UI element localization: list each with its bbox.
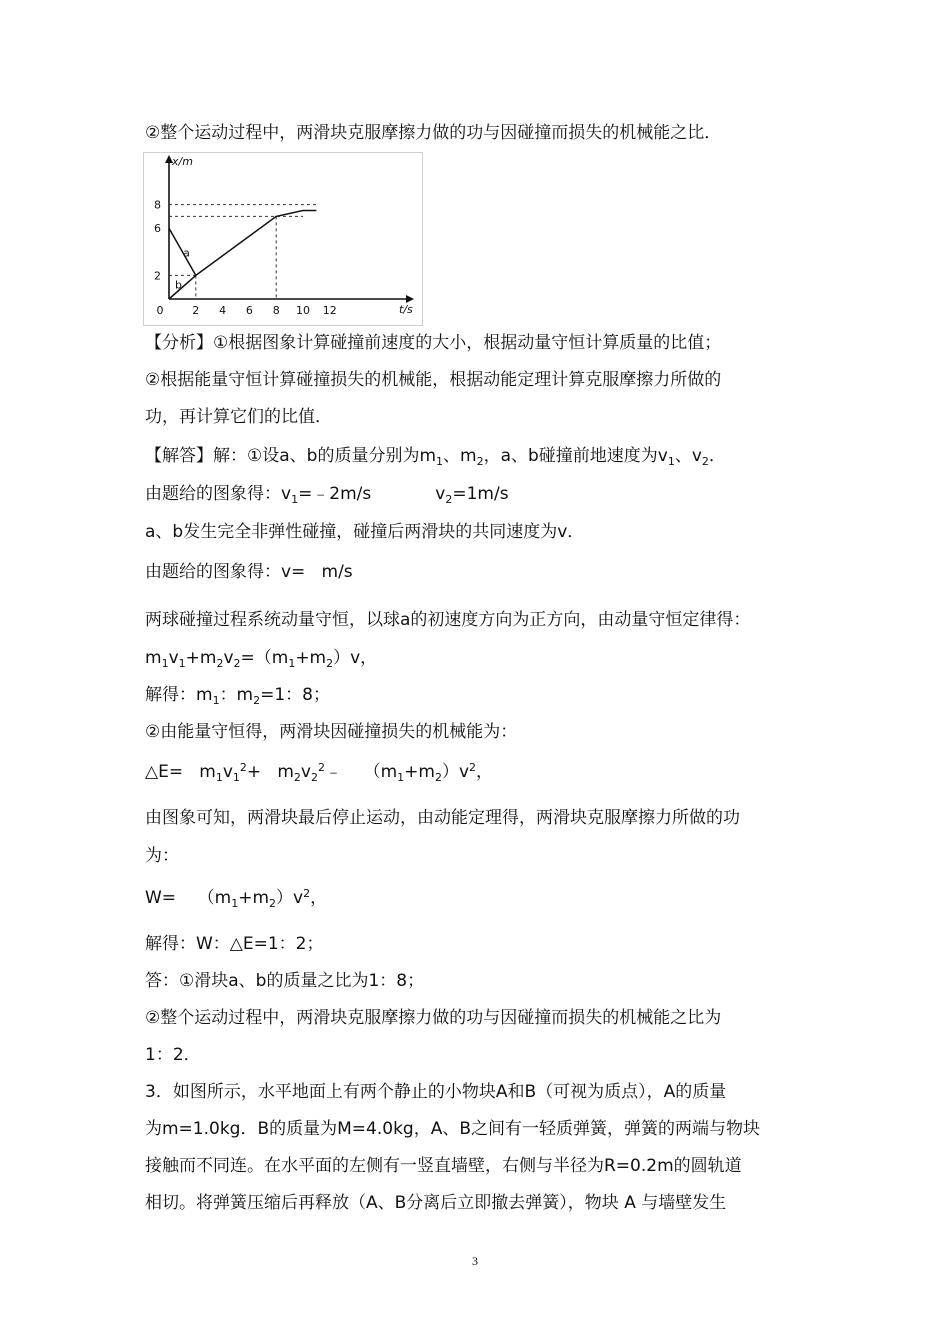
page-number: 3	[472, 1254, 478, 1268]
velocities-from-graph: 由题给的图象得：$v_1=﹣2m/s$ $v_2=1m/s$	[145, 484, 509, 506]
dashed-guides	[169, 205, 316, 299]
result-line: 解得：W：△E=1：2；	[145, 934, 324, 954]
energy-loss-equation: △E= $m_1v_1^2+$ $m_2v_2^2﹣$ $(m_1+m_2)v^2$，	[145, 761, 494, 784]
analysis-line-1: 【分析】①根据图象计算碰撞前速度的大小，根据动量守恒计算质量的比值；	[145, 333, 722, 353]
x-tick-label: 6	[245, 304, 253, 317]
momentum-conservation: 两球碰撞过程系统动量守恒，以球a的初速度方向为正方向，由动量守恒定律得：	[145, 610, 751, 630]
answer-1: 答：①滑块a、b的质量之比为1：8；	[145, 971, 425, 991]
answer-3: 1：2．	[145, 1045, 201, 1065]
analysis-line-3: 功，再计算它们的比值．	[145, 407, 332, 427]
y-tick-label: 2	[154, 269, 161, 283]
x-axis-arrow	[406, 295, 414, 303]
question-part-2: ②整个运动过程中，两滑块克服摩擦力做的功与因碰撞而损失的机械能之比．	[145, 123, 722, 143]
series-line-b	[169, 275, 196, 299]
inelastic-collision: a、b发生完全非弹性碰撞，碰撞后两滑块的共同速度为v．	[145, 522, 585, 542]
x-tick-label: 0	[156, 304, 164, 317]
question-3-line-4: 相切。将弹簧压缩后再释放（A、B分离后立即撤去弹簧），物块 A 与墙壁发生	[145, 1193, 727, 1213]
solution-intro: 【解答】解：①设a、b的质量分别为$m_1$、$m_2$，a、b碰撞前地速度为$v_1$、$v_2$．	[145, 446, 726, 468]
work-equation: W= $(m_1+m_2)v^2$，	[145, 887, 328, 910]
momentum-equation: $m_1v_1+m_2v_2=(m_1+m_2)v$，	[145, 648, 378, 670]
series-label-a: a	[183, 246, 190, 260]
series-line-after-collision	[196, 211, 317, 276]
axes	[165, 155, 414, 303]
tick-labels	[154, 155, 413, 317]
analysis-line-2: ②根据能量守恒计算碰撞损失的机械能，根据动能定理计算克服摩擦力所做的	[145, 370, 722, 390]
x-tick-label: 10	[296, 304, 310, 317]
data-lines	[169, 211, 316, 300]
work-line-2: 为：	[145, 846, 179, 866]
x-tick-label: 12	[322, 304, 337, 317]
x-axis-label: t/s	[399, 303, 413, 316]
energy-conservation: ②由能量守恒得，两滑块因碰撞损失的机械能为：	[145, 722, 518, 742]
answer-2: ②整个运动过程中，两滑块克服摩擦力做的功与因碰撞而损失的机械能之比为	[145, 1008, 722, 1028]
question-3-line-3: 接触而不同连。在水平面的左侧有一竖直墙壁，右侧与半径为R=0.2m的圆轨道	[145, 1156, 742, 1176]
x-tick-label: 4	[219, 304, 227, 317]
x-tick-label: 8	[272, 304, 280, 317]
y-tick-label: 8	[154, 198, 161, 212]
question-3-line-1: 3．如图所示，水平地面上有两个静止的小物块A和B（可视为质点），A的质量	[145, 1082, 727, 1102]
position-time-graph	[143, 152, 423, 326]
common-velocity: 由题给的图象得：v= m/s	[145, 562, 353, 582]
work-line-1: 由图象可知，两滑块最后停止运动，由动能定理得，两滑块克服摩擦力所做的功	[145, 808, 740, 828]
y-tick-label: 6	[154, 222, 161, 236]
y-axis-label: x/m	[172, 155, 193, 168]
question-3-line-2: 为m=1.0kg．B的质量为M=4.0kg，A、B之间有一轻质弹簧，弹簧的两端与物块	[145, 1119, 761, 1139]
mass-ratio: 解得：$m_1$：$m_2=1$：8；	[145, 685, 331, 707]
x-tick-label: 2	[192, 304, 200, 317]
graph-svg	[144, 153, 422, 325]
series-label-b: b	[175, 278, 183, 292]
